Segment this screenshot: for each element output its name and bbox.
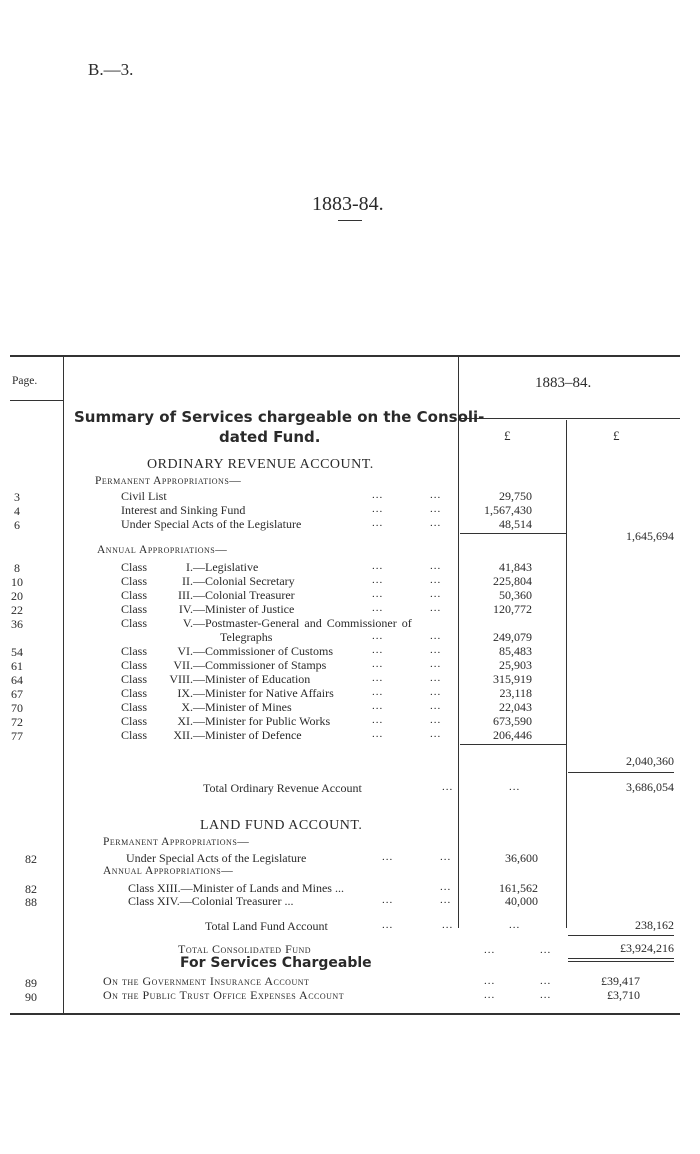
ordinary-heading: ORDINARY REVENUE ACCOUNT. bbox=[147, 457, 374, 472]
row-page: 22 bbox=[11, 603, 23, 617]
row-label: Class XIV.—Colonial Treasurer ... bbox=[128, 894, 294, 908]
row-class-number: V. bbox=[182, 616, 193, 630]
row-page: 72 bbox=[11, 715, 23, 729]
row-page: 70 bbox=[11, 701, 23, 715]
subtotal-rule bbox=[460, 744, 566, 745]
ordinary-annual-heading: Annual Appropriations— bbox=[97, 544, 228, 556]
row-page: 20 bbox=[11, 589, 23, 603]
row-leader: ... bbox=[442, 781, 454, 793]
row-page: 36 bbox=[11, 617, 23, 631]
row-label: Class XIII.—Minister of Lands and Mines ... bbox=[128, 881, 344, 895]
row-leader: ... bbox=[430, 686, 442, 698]
row-class-number: VII. bbox=[173, 658, 193, 672]
row-leader: ... bbox=[484, 944, 496, 956]
row-class-number: IV. bbox=[178, 602, 193, 616]
total-column-divider bbox=[566, 420, 567, 928]
row-leader: ... bbox=[430, 700, 442, 712]
row-page: 4 bbox=[14, 504, 20, 518]
row-amount: 1,567,430 bbox=[484, 503, 532, 517]
row-leader: ... bbox=[372, 658, 384, 670]
total-rule bbox=[568, 772, 674, 773]
row-amount: £3,710 bbox=[607, 988, 640, 1002]
row-class: Class bbox=[121, 574, 148, 588]
row-leader: ... bbox=[430, 588, 442, 600]
row-label: —Commissioner of Stamps bbox=[193, 658, 327, 672]
land-permanent-heading: Permanent Appropriations— bbox=[103, 836, 250, 848]
ordinary-total-amount: 3,686,054 bbox=[626, 780, 674, 794]
land-total-rule bbox=[568, 935, 674, 936]
row-leader: ... bbox=[372, 517, 384, 529]
row-amount: 23,118 bbox=[499, 686, 532, 700]
year-header-rule bbox=[458, 418, 680, 419]
row-page: 90 bbox=[25, 990, 37, 1004]
row-page: 8 bbox=[14, 561, 20, 575]
land-annual-heading: Annual Appropriations— bbox=[103, 865, 234, 877]
land-total-label: Total Land Fund Account bbox=[205, 919, 328, 933]
row-leader: ... bbox=[430, 517, 442, 529]
document-code: B.—3. bbox=[88, 60, 134, 79]
row-leader: ... bbox=[372, 700, 384, 712]
row-label: —Minister for Public Works bbox=[193, 714, 331, 728]
row-page: 10 bbox=[11, 575, 23, 589]
row-amount: 29,750 bbox=[499, 489, 532, 503]
row-amount: 50,360 bbox=[499, 588, 532, 602]
row-amount: 40,000 bbox=[505, 894, 538, 908]
row-page: 67 bbox=[11, 687, 23, 701]
consolidated-total-amount: £3,924,216 bbox=[620, 941, 674, 955]
row-leader: ... bbox=[430, 503, 442, 515]
row-page: 6 bbox=[14, 518, 20, 532]
row-leader: ... bbox=[372, 728, 384, 740]
row-leader: ... bbox=[372, 644, 384, 656]
row-leader: ... bbox=[372, 672, 384, 684]
row-class: Class bbox=[121, 616, 148, 630]
row-leader: ... bbox=[440, 894, 452, 906]
row-amount: 206,446 bbox=[493, 728, 532, 742]
row-label: —Colonial Treasurer bbox=[193, 588, 295, 602]
row-amount: 25,903 bbox=[499, 658, 532, 672]
row-class-number: XII. bbox=[173, 728, 193, 742]
row-leader: ... bbox=[540, 944, 552, 956]
row-class-number: III. bbox=[178, 588, 193, 602]
row-amount: 22,043 bbox=[499, 700, 532, 714]
summary-title-line2: dated Fund. bbox=[219, 428, 321, 446]
row-label: —Commissioner of Customs bbox=[193, 644, 334, 658]
row-class-number: I. bbox=[186, 560, 193, 574]
row-class-number: VIII. bbox=[169, 672, 193, 686]
row-leader: ... bbox=[372, 630, 384, 642]
row-amount: 36,600 bbox=[505, 851, 538, 865]
row-amount: 161,562 bbox=[499, 881, 538, 895]
row-page: 54 bbox=[11, 645, 23, 659]
year-underline bbox=[338, 220, 362, 221]
row-leader: ... bbox=[430, 714, 442, 726]
table-bottom-rule bbox=[10, 1013, 680, 1015]
row-leader: ... bbox=[509, 781, 521, 793]
row-leader: ... bbox=[430, 574, 442, 586]
row-leader: ... bbox=[430, 630, 442, 642]
row-leader: ... bbox=[540, 975, 552, 987]
row-page: 82 bbox=[25, 852, 37, 866]
other-services-heading: For Services Chargeable bbox=[180, 955, 372, 971]
row-class: Class bbox=[121, 560, 148, 574]
row-class: Class bbox=[121, 588, 148, 602]
land-total-amount: 238,162 bbox=[635, 918, 674, 932]
row-class-number: IX. bbox=[177, 686, 193, 700]
row-leader: ... bbox=[372, 588, 384, 600]
row-page: 82 bbox=[25, 882, 37, 896]
annual-subtotal: 2,040,360 bbox=[626, 754, 674, 768]
row-label: —Minister of Defence bbox=[193, 728, 302, 742]
row-leader: ... bbox=[484, 989, 496, 1001]
consolidated-total-label: Total Consolidated Fund bbox=[178, 942, 312, 956]
row-label: —Minister of Education bbox=[193, 672, 311, 686]
year-column-header: 1883–84. bbox=[535, 375, 592, 391]
row-leader: ... bbox=[372, 503, 384, 515]
ordinary-permanent-heading: Permanent Appropriations— bbox=[95, 475, 242, 487]
table-top-rule bbox=[10, 355, 680, 357]
row-class: Class bbox=[121, 658, 148, 672]
row-label: —Minister of Justice bbox=[193, 602, 295, 616]
row-leader: ... bbox=[430, 489, 442, 501]
row-leader: ... bbox=[440, 851, 452, 863]
row-page: 64 bbox=[11, 673, 23, 687]
row-leader: ... bbox=[372, 602, 384, 614]
row-leader: ... bbox=[430, 658, 442, 670]
row-amount: 85,483 bbox=[499, 644, 532, 658]
row-amount: 315,919 bbox=[493, 672, 532, 686]
row-amount: 225,804 bbox=[493, 574, 532, 588]
row-amount: 120,772 bbox=[493, 602, 532, 616]
pound-header-2: £ bbox=[613, 428, 620, 443]
row-label: —Colonial Secretary bbox=[193, 574, 295, 588]
row-class: Class bbox=[121, 700, 148, 714]
row-class: Class bbox=[121, 686, 148, 700]
row-leader: ... bbox=[430, 644, 442, 656]
page-column-divider bbox=[63, 356, 64, 1014]
row-label: Interest and Sinking Fund bbox=[121, 503, 246, 517]
row-leader: ... bbox=[372, 560, 384, 572]
row-amount: 249,079 bbox=[493, 630, 532, 644]
row-leader: ... bbox=[382, 919, 394, 931]
row-leader: ... bbox=[440, 881, 452, 893]
row-class: Class bbox=[121, 728, 148, 742]
row-label: On the Public Trust Office Expenses Account bbox=[103, 988, 345, 1002]
row-leader: ... bbox=[382, 851, 394, 863]
row-leader: ... bbox=[430, 602, 442, 614]
row-leader: ... bbox=[372, 714, 384, 726]
double-rule-top bbox=[568, 958, 674, 959]
row-leader: ... bbox=[382, 894, 394, 906]
row-class: Class bbox=[121, 714, 148, 728]
row-page: 3 bbox=[14, 490, 20, 504]
pound-header-1: £ bbox=[504, 428, 511, 443]
row-leader: ... bbox=[372, 489, 384, 501]
row-label-continued: Telegraphs bbox=[220, 630, 273, 644]
subtotal-rule bbox=[460, 533, 566, 534]
row-class: Class bbox=[121, 602, 148, 616]
row-class: Class bbox=[121, 672, 148, 686]
row-class-number: XI. bbox=[177, 714, 193, 728]
row-page: 89 bbox=[25, 976, 37, 990]
row-leader: ... bbox=[430, 672, 442, 684]
row-class-number: II. bbox=[182, 574, 193, 588]
document-year: 1883-84. bbox=[312, 193, 384, 215]
page-column-header: Page. bbox=[12, 375, 38, 387]
row-amount: £39,417 bbox=[601, 974, 640, 988]
row-amount: 41,843 bbox=[499, 560, 532, 574]
row-page: 61 bbox=[11, 659, 23, 673]
permanent-subtotal: 1,645,694 bbox=[626, 529, 674, 543]
row-label: Under Special Acts of the Legislature bbox=[126, 851, 307, 865]
row-amount: 48,514 bbox=[499, 517, 532, 531]
row-label: —Legislative bbox=[193, 560, 259, 574]
row-label: —Minister for Native Affairs bbox=[193, 686, 334, 700]
row-label: Civil List bbox=[121, 489, 167, 503]
row-leader: ... bbox=[540, 989, 552, 1001]
row-leader: ... bbox=[430, 560, 442, 572]
row-label: On the Government Insurance Account bbox=[103, 974, 310, 988]
summary-title-line1: Summary of Services chargeable on the Consoli- bbox=[74, 408, 485, 426]
row-amount: 673,590 bbox=[493, 714, 532, 728]
row-leader: ... bbox=[442, 919, 454, 931]
land-heading: LAND FUND ACCOUNT. bbox=[200, 818, 363, 833]
row-class: Class bbox=[121, 644, 148, 658]
double-rule-bottom bbox=[568, 961, 674, 962]
row-label: Under Special Acts of the Legislature bbox=[121, 517, 302, 531]
row-class-number: VI. bbox=[177, 644, 193, 658]
row-leader: ... bbox=[372, 686, 384, 698]
row-page: 77 bbox=[11, 729, 23, 743]
row-label: —Minister of Mines bbox=[193, 700, 292, 714]
row-page: 88 bbox=[25, 895, 37, 909]
row-class-number: X. bbox=[181, 700, 193, 714]
row-label: —Postmaster-General and Commissioner of bbox=[193, 616, 412, 630]
amount-column-divider bbox=[458, 356, 459, 928]
row-leader: ... bbox=[509, 919, 521, 931]
row-leader: ... bbox=[430, 728, 442, 740]
row-leader: ... bbox=[372, 574, 384, 586]
row-leader: ... bbox=[484, 975, 496, 987]
page-header-rule bbox=[10, 400, 63, 401]
ordinary-total-label: Total Ordinary Revenue Account bbox=[203, 781, 362, 795]
